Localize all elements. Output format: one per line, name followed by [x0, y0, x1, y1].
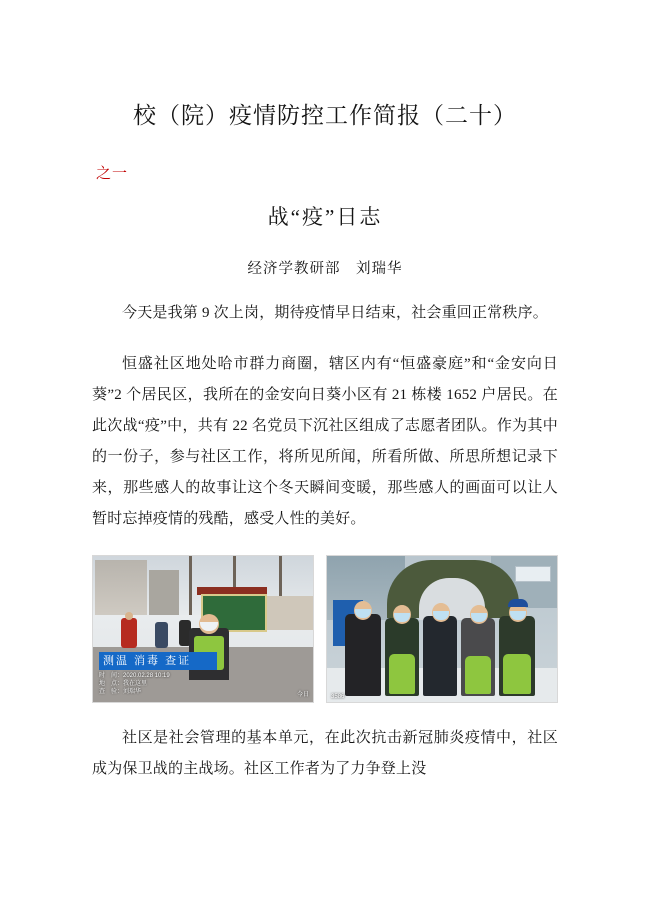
photo-osd-person: 查 验：刘瑞华: [99, 689, 142, 696]
photo-volunteer-group: [326, 555, 558, 703]
photo-green-vest: [503, 654, 531, 694]
photo-hat: [508, 599, 528, 607]
photo-person: [423, 616, 457, 696]
photo-wall: [263, 596, 314, 630]
section-title: 战“疫”日志: [267, 205, 383, 230]
photo-osd-overlay: [99, 672, 229, 696]
byline: 经济学教研部 刘瑞华: [247, 261, 403, 278]
photo-osd-place: 地 点：我在这里: [99, 681, 148, 688]
photo-community-checkpoint: [92, 555, 314, 703]
subtitle-red: 之一: [96, 166, 129, 183]
photo-banner-text: 测温 消毒 查证: [103, 655, 192, 668]
photo-person: [345, 614, 381, 696]
photo-corner-label: 今日: [297, 692, 310, 699]
photo-person: [155, 622, 168, 648]
photo-building-2: [149, 570, 179, 616]
photo-plate: [515, 566, 551, 582]
figure-row: [92, 555, 558, 703]
photo-person: [121, 618, 137, 648]
photo-osd-time: 时 间：2020.02.28 10:19: [99, 673, 170, 680]
photo-tree: [189, 556, 192, 618]
paragraph-3: 社区是社会管理的基本单元，在此次抗击新冠肺炎疫情中，社区成为保卫战的主战场。社区工作者为了力争登上没: [92, 730, 558, 778]
photo-building: [95, 560, 147, 616]
paragraph-2: 恒盛社区地处哈市群力商圈，辖区内有“恒盛豪庭”和“金安向日葵”2 个居民区，我所在的金安向日葵小区有 21 栋楼 1652 户居民。在此次战“疫”中，共有 22 名党员下沉社区组成了志愿者团队。作为其中的一份子，参与社区工作，将所见所闻，所看所做、所思所想记录下来，那些感人的故事让这个冬天瞬间变暖，那些感人的画面可以让人暂时忘掉疫情的残酷，感受人性的美好。: [92, 356, 558, 528]
page-title: 校（院）疫情防控工作简报（二十）: [133, 103, 517, 128]
photo-green-vest: [389, 654, 415, 694]
paragraph-1: 今天是我第 9 次上岗，期待疫情早日结束，社会重回正常秩序。: [122, 305, 549, 322]
photo-green-vest: [465, 656, 491, 694]
photo-caption: 3586: [331, 694, 345, 701]
